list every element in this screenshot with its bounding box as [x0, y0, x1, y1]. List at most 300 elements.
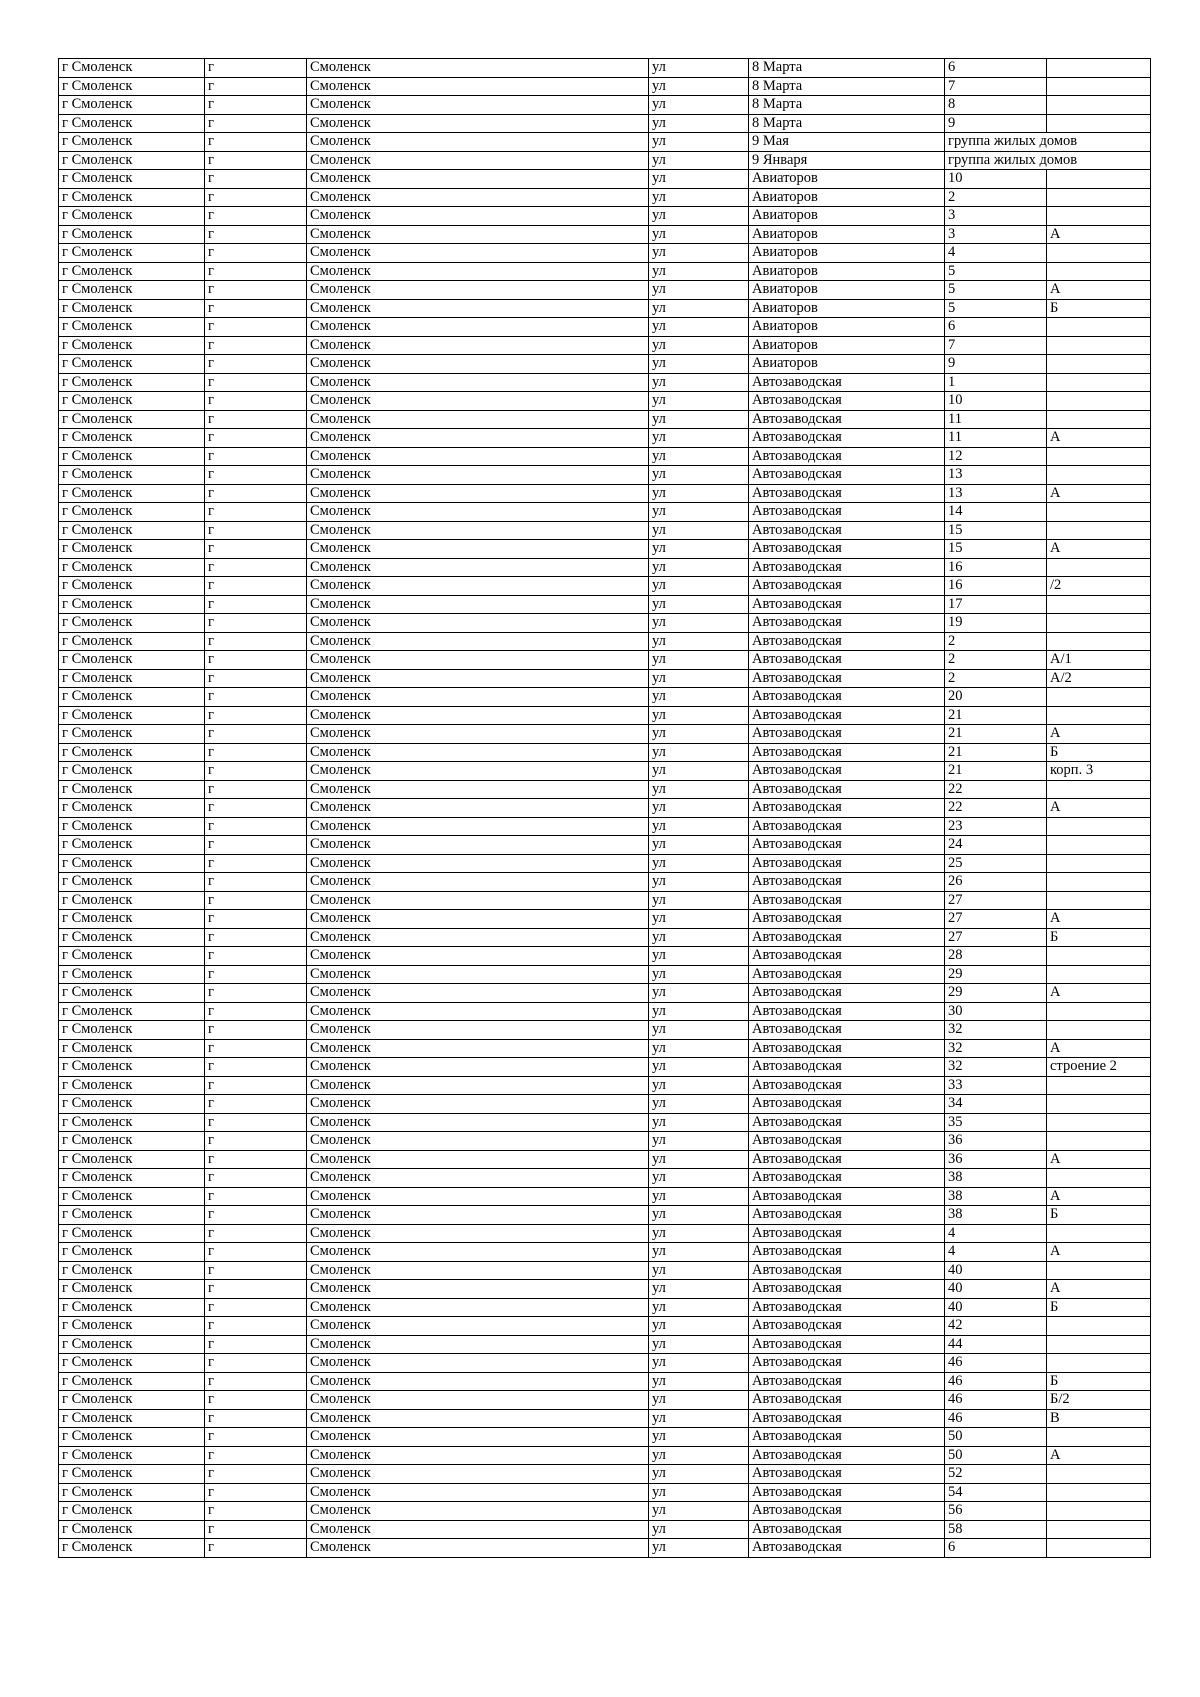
street-cell: Автозаводская	[749, 429, 945, 448]
city-type-cell: г	[205, 1335, 307, 1354]
table-row	[59, 1039, 1151, 1058]
city-cell: Смоленск	[307, 984, 649, 1003]
city-type-cell: г	[205, 1132, 307, 1151]
street-type-cell: ул	[649, 780, 749, 799]
suffix-cell	[1047, 1261, 1151, 1280]
city-cell: Смоленск	[307, 1261, 649, 1280]
city-type-cell: г	[205, 1150, 307, 1169]
city-cell: Смоленск	[307, 1058, 649, 1077]
city-cell: Смоленск	[307, 1187, 649, 1206]
city-cell: Смоленск	[307, 947, 649, 966]
city-type-cell: г	[205, 188, 307, 207]
street-type-cell: ул	[649, 1465, 749, 1484]
suffix-cell	[1047, 96, 1151, 115]
street-type-cell: ул	[649, 114, 749, 133]
house-cell: 34	[945, 1095, 1047, 1114]
street-type-cell: ул	[649, 133, 749, 152]
street-cell: Автозаводская	[749, 632, 945, 651]
city-cell: Смоленск	[307, 669, 649, 688]
region-cell: г Смоленск	[59, 614, 205, 633]
table-row	[59, 1150, 1151, 1169]
city-cell: Смоленск	[307, 891, 649, 910]
city-type-cell: г	[205, 336, 307, 355]
city-type-cell: г	[205, 1317, 307, 1336]
house-cell: группа жилых домов	[945, 133, 1151, 152]
suffix-cell: А	[1047, 281, 1151, 300]
house-cell: 21	[945, 706, 1047, 725]
street-type-cell: ул	[649, 706, 749, 725]
street-cell: Автозаводская	[749, 743, 945, 762]
house-cell: 7	[945, 77, 1047, 96]
table-row	[59, 1261, 1151, 1280]
suffix-cell: А	[1047, 1150, 1151, 1169]
house-cell: 40	[945, 1280, 1047, 1299]
table-row	[59, 1132, 1151, 1151]
street-cell: Авиаторов	[749, 299, 945, 318]
table-row	[59, 410, 1151, 429]
house-cell: 6	[945, 1539, 1047, 1558]
city-cell: Смоленск	[307, 688, 649, 707]
street-type-cell: ул	[649, 1539, 749, 1558]
street-cell: 9 Января	[749, 151, 945, 170]
house-cell: группа жилых домов	[945, 151, 1151, 170]
table-row	[59, 207, 1151, 226]
city-type-cell: г	[205, 484, 307, 503]
region-cell: г Смоленск	[59, 1520, 205, 1539]
suffix-cell	[1047, 614, 1151, 633]
table-row	[59, 521, 1151, 540]
table-row	[59, 1372, 1151, 1391]
region-cell: г Смоленск	[59, 447, 205, 466]
street-type-cell: ул	[649, 188, 749, 207]
street-cell: Автозаводская	[749, 836, 945, 855]
region-cell: г Смоленск	[59, 429, 205, 448]
house-cell: 36	[945, 1132, 1047, 1151]
city-type-cell: г	[205, 225, 307, 244]
city-cell: Смоленск	[307, 188, 649, 207]
region-cell: г Смоленск	[59, 77, 205, 96]
house-cell: 29	[945, 984, 1047, 1003]
city-type-cell: г	[205, 1483, 307, 1502]
street-cell: Автозаводская	[749, 1409, 945, 1428]
city-type-cell: г	[205, 688, 307, 707]
region-cell: г Смоленск	[59, 836, 205, 855]
suffix-cell	[1047, 207, 1151, 226]
suffix-cell	[1047, 447, 1151, 466]
city-type-cell: г	[205, 77, 307, 96]
street-type-cell: ул	[649, 1483, 749, 1502]
city-cell: Смоленск	[307, 447, 649, 466]
house-cell: 13	[945, 484, 1047, 503]
city-cell: Смоленск	[307, 262, 649, 281]
house-cell: 4	[945, 1243, 1047, 1262]
region-cell: г Смоленск	[59, 743, 205, 762]
suffix-cell	[1047, 1224, 1151, 1243]
house-cell: 35	[945, 1113, 1047, 1132]
region-cell: г Смоленск	[59, 133, 205, 152]
city-cell: Смоленск	[307, 1280, 649, 1299]
street-type-cell: ул	[649, 1280, 749, 1299]
city-cell: Смоленск	[307, 207, 649, 226]
house-cell: 15	[945, 521, 1047, 540]
table-row	[59, 151, 1151, 170]
city-cell: Смоленск	[307, 1409, 649, 1428]
region-cell: г Смоленск	[59, 1261, 205, 1280]
street-type-cell: ул	[649, 429, 749, 448]
suffix-cell	[1047, 706, 1151, 725]
table-row	[59, 466, 1151, 485]
city-cell: Смоленск	[307, 965, 649, 984]
street-type-cell: ул	[649, 1428, 749, 1447]
city-cell: Смоленск	[307, 910, 649, 929]
city-type-cell: г	[205, 373, 307, 392]
suffix-cell	[1047, 114, 1151, 133]
street-cell: Автозаводская	[749, 410, 945, 429]
house-cell: 32	[945, 1039, 1047, 1058]
street-type-cell: ул	[649, 1169, 749, 1188]
city-type-cell: г	[205, 836, 307, 855]
city-cell: Смоленск	[307, 1483, 649, 1502]
city-cell: Смоленск	[307, 299, 649, 318]
city-cell: Смоленск	[307, 1002, 649, 1021]
city-type-cell: г	[205, 1206, 307, 1225]
house-cell: 29	[945, 965, 1047, 984]
region-cell: г Смоленск	[59, 59, 205, 78]
street-cell: Автозаводская	[749, 1446, 945, 1465]
table-row	[59, 1021, 1151, 1040]
city-cell: Смоленск	[307, 1095, 649, 1114]
suffix-cell	[1047, 355, 1151, 374]
street-type-cell: ул	[649, 632, 749, 651]
city-type-cell: г	[205, 965, 307, 984]
table-row	[59, 429, 1151, 448]
street-type-cell: ул	[649, 873, 749, 892]
region-cell: г Смоленск	[59, 762, 205, 781]
street-cell: 8 Марта	[749, 96, 945, 115]
region-cell: г Смоленск	[59, 1187, 205, 1206]
table-row	[59, 447, 1151, 466]
city-type-cell: г	[205, 170, 307, 189]
suffix-cell	[1047, 854, 1151, 873]
table-row	[59, 281, 1151, 300]
house-cell: 38	[945, 1206, 1047, 1225]
suffix-cell: А/2	[1047, 669, 1151, 688]
city-type-cell: г	[205, 1446, 307, 1465]
house-cell: 36	[945, 1150, 1047, 1169]
suffix-cell: А	[1047, 1187, 1151, 1206]
table-row	[59, 1243, 1151, 1262]
street-cell: Автозаводская	[749, 965, 945, 984]
city-type-cell: г	[205, 577, 307, 596]
city-cell: Смоленск	[307, 1391, 649, 1410]
region-cell: г Смоленск	[59, 1150, 205, 1169]
region-cell: г Смоленск	[59, 262, 205, 281]
city-cell: Смоленск	[307, 928, 649, 947]
suffix-cell: А	[1047, 910, 1151, 929]
city-type-cell: г	[205, 59, 307, 78]
table-row	[59, 706, 1151, 725]
street-type-cell: ул	[649, 1354, 749, 1373]
city-cell: Смоленск	[307, 336, 649, 355]
city-cell: Смоленск	[307, 484, 649, 503]
suffix-cell: Б	[1047, 1206, 1151, 1225]
street-cell: Автозаводская	[749, 521, 945, 540]
street-type-cell: ул	[649, 355, 749, 374]
street-type-cell: ул	[649, 1335, 749, 1354]
house-cell: 54	[945, 1483, 1047, 1502]
city-cell: Смоленск	[307, 780, 649, 799]
region-cell: г Смоленск	[59, 299, 205, 318]
city-type-cell: г	[205, 706, 307, 725]
region-cell: г Смоленск	[59, 1317, 205, 1336]
city-type-cell: г	[205, 299, 307, 318]
city-cell: Смоленск	[307, 799, 649, 818]
region-cell: г Смоленск	[59, 1298, 205, 1317]
table-row	[59, 651, 1151, 670]
street-type-cell: ул	[649, 891, 749, 910]
street-type-cell: ул	[649, 1298, 749, 1317]
region-cell: г Смоленск	[59, 1058, 205, 1077]
house-cell: 23	[945, 817, 1047, 836]
street-cell: Автозаводская	[749, 1095, 945, 1114]
region-cell: г Смоленск	[59, 225, 205, 244]
city-cell: Смоленск	[307, 503, 649, 522]
house-cell: 56	[945, 1502, 1047, 1521]
city-type-cell: г	[205, 447, 307, 466]
suffix-cell: Б	[1047, 928, 1151, 947]
city-cell: Смоленск	[307, 244, 649, 263]
region-cell: г Смоленск	[59, 1095, 205, 1114]
table-row	[59, 854, 1151, 873]
city-cell: Смоленск	[307, 873, 649, 892]
street-cell: Автозаводская	[749, 503, 945, 522]
region-cell: г Смоленск	[59, 854, 205, 873]
street-type-cell: ул	[649, 447, 749, 466]
street-cell: Автозаводская	[749, 1520, 945, 1539]
house-cell: 46	[945, 1391, 1047, 1410]
house-cell: 21	[945, 725, 1047, 744]
region-cell: г Смоленск	[59, 873, 205, 892]
suffix-cell	[1047, 873, 1151, 892]
suffix-cell	[1047, 410, 1151, 429]
suffix-cell: Б	[1047, 1372, 1151, 1391]
city-type-cell: г	[205, 1298, 307, 1317]
street-cell: Автозаводская	[749, 817, 945, 836]
house-cell: 9	[945, 355, 1047, 374]
suffix-cell	[1047, 1095, 1151, 1114]
city-type-cell: г	[205, 1058, 307, 1077]
house-cell: 10	[945, 392, 1047, 411]
street-cell: Автозаводская	[749, 669, 945, 688]
region-cell: г Смоленск	[59, 1446, 205, 1465]
street-type-cell: ул	[649, 965, 749, 984]
table-row	[59, 318, 1151, 337]
region-cell: г Смоленск	[59, 1076, 205, 1095]
suffix-cell	[1047, 836, 1151, 855]
suffix-cell	[1047, 59, 1151, 78]
house-cell: 2	[945, 632, 1047, 651]
region-cell: г Смоленск	[59, 558, 205, 577]
address-table-body	[59, 59, 1151, 1558]
street-type-cell: ул	[649, 854, 749, 873]
suffix-cell	[1047, 1335, 1151, 1354]
city-cell: Смоленск	[307, 281, 649, 300]
city-cell: Смоленск	[307, 1354, 649, 1373]
suffix-cell: корп. 3	[1047, 762, 1151, 781]
table-row	[59, 484, 1151, 503]
city-type-cell: г	[205, 910, 307, 929]
suffix-cell	[1047, 947, 1151, 966]
house-cell: 22	[945, 780, 1047, 799]
table-row	[59, 725, 1151, 744]
house-cell: 27	[945, 910, 1047, 929]
street-cell: Авиаторов	[749, 318, 945, 337]
suffix-cell	[1047, 558, 1151, 577]
house-cell: 22	[945, 799, 1047, 818]
house-cell: 50	[945, 1446, 1047, 1465]
suffix-cell	[1047, 1021, 1151, 1040]
street-cell: Автозаводская	[749, 984, 945, 1003]
table-row	[59, 299, 1151, 318]
address-table	[58, 58, 1151, 1558]
house-cell: 3	[945, 207, 1047, 226]
city-cell: Смоленск	[307, 817, 649, 836]
table-row	[59, 688, 1151, 707]
city-type-cell: г	[205, 780, 307, 799]
house-cell: 46	[945, 1354, 1047, 1373]
region-cell: г Смоленск	[59, 1539, 205, 1558]
street-type-cell: ул	[649, 1206, 749, 1225]
city-cell: Смоленск	[307, 392, 649, 411]
city-type-cell: г	[205, 114, 307, 133]
table-row	[59, 891, 1151, 910]
city-type-cell: г	[205, 799, 307, 818]
city-cell: Смоленск	[307, 1428, 649, 1447]
city-type-cell: г	[205, 614, 307, 633]
house-cell: 5	[945, 299, 1047, 318]
suffix-cell	[1047, 318, 1151, 337]
city-type-cell: г	[205, 281, 307, 300]
city-type-cell: г	[205, 651, 307, 670]
city-cell: Смоленск	[307, 373, 649, 392]
suffix-cell	[1047, 1132, 1151, 1151]
city-cell: Смоленск	[307, 706, 649, 725]
city-cell: Смоленск	[307, 725, 649, 744]
street-type-cell: ул	[649, 577, 749, 596]
city-cell: Смоленск	[307, 1132, 649, 1151]
street-type-cell: ул	[649, 540, 749, 559]
table-row	[59, 188, 1151, 207]
region-cell: г Смоленск	[59, 410, 205, 429]
house-cell: 8	[945, 96, 1047, 115]
table-row	[59, 96, 1151, 115]
street-cell: Автозаводская	[749, 910, 945, 929]
street-type-cell: ул	[649, 336, 749, 355]
city-cell: Смоленск	[307, 355, 649, 374]
city-cell: Смоленск	[307, 1039, 649, 1058]
house-cell: 6	[945, 318, 1047, 337]
city-type-cell: г	[205, 669, 307, 688]
street-cell: Автозаводская	[749, 484, 945, 503]
house-cell: 16	[945, 558, 1047, 577]
street-cell: Авиаторов	[749, 207, 945, 226]
city-type-cell: г	[205, 947, 307, 966]
table-row	[59, 262, 1151, 281]
street-type-cell: ул	[649, 262, 749, 281]
suffix-cell	[1047, 1169, 1151, 1188]
city-type-cell: г	[205, 151, 307, 170]
house-cell: 9	[945, 114, 1047, 133]
street-type-cell: ул	[649, 1150, 749, 1169]
region-cell: г Смоленск	[59, 799, 205, 818]
table-row	[59, 762, 1151, 781]
street-cell: Автозаводская	[749, 1483, 945, 1502]
suffix-cell	[1047, 244, 1151, 263]
city-cell: Смоленск	[307, 1539, 649, 1558]
city-type-cell: г	[205, 1261, 307, 1280]
street-cell: Автозаводская	[749, 1243, 945, 1262]
street-cell: Автозаводская	[749, 373, 945, 392]
city-cell: Смоленск	[307, 96, 649, 115]
city-type-cell: г	[205, 1021, 307, 1040]
street-cell: Автозаводская	[749, 1021, 945, 1040]
house-cell: 7	[945, 336, 1047, 355]
region-cell: г Смоленск	[59, 355, 205, 374]
city-type-cell: г	[205, 1391, 307, 1410]
street-cell: Авиаторов	[749, 281, 945, 300]
street-cell: Автозаводская	[749, 1224, 945, 1243]
region-cell: г Смоленск	[59, 1502, 205, 1521]
suffix-cell	[1047, 1539, 1151, 1558]
table-row	[59, 1002, 1151, 1021]
table-row	[59, 1483, 1151, 1502]
city-type-cell: г	[205, 1539, 307, 1558]
table-row	[59, 59, 1151, 78]
table-row	[59, 873, 1151, 892]
city-type-cell: г	[205, 133, 307, 152]
table-row	[59, 743, 1151, 762]
city-type-cell: г	[205, 355, 307, 374]
suffix-cell: А	[1047, 1243, 1151, 1262]
city-type-cell: г	[205, 540, 307, 559]
street-cell: Автозаводская	[749, 1076, 945, 1095]
house-cell: 46	[945, 1409, 1047, 1428]
suffix-cell	[1047, 688, 1151, 707]
table-row	[59, 1076, 1151, 1095]
city-cell: Смоленск	[307, 651, 649, 670]
region-cell: г Смоленск	[59, 151, 205, 170]
house-cell: 16	[945, 577, 1047, 596]
city-type-cell: г	[205, 1169, 307, 1188]
suffix-cell: А	[1047, 429, 1151, 448]
suffix-cell	[1047, 891, 1151, 910]
city-cell: Смоленск	[307, 1520, 649, 1539]
city-type-cell: г	[205, 1113, 307, 1132]
street-cell: Автозаводская	[749, 1465, 945, 1484]
street-type-cell: ул	[649, 1113, 749, 1132]
street-type-cell: ул	[649, 1261, 749, 1280]
city-cell: Смоленск	[307, 1243, 649, 1262]
region-cell: г Смоленск	[59, 1335, 205, 1354]
street-cell: Автозаводская	[749, 947, 945, 966]
region-cell: г Смоленск	[59, 503, 205, 522]
table-row	[59, 965, 1151, 984]
street-type-cell: ул	[649, 484, 749, 503]
street-cell: Авиаторов	[749, 225, 945, 244]
street-cell: Автозаводская	[749, 891, 945, 910]
street-cell: Автозаводская	[749, 706, 945, 725]
city-type-cell: г	[205, 96, 307, 115]
